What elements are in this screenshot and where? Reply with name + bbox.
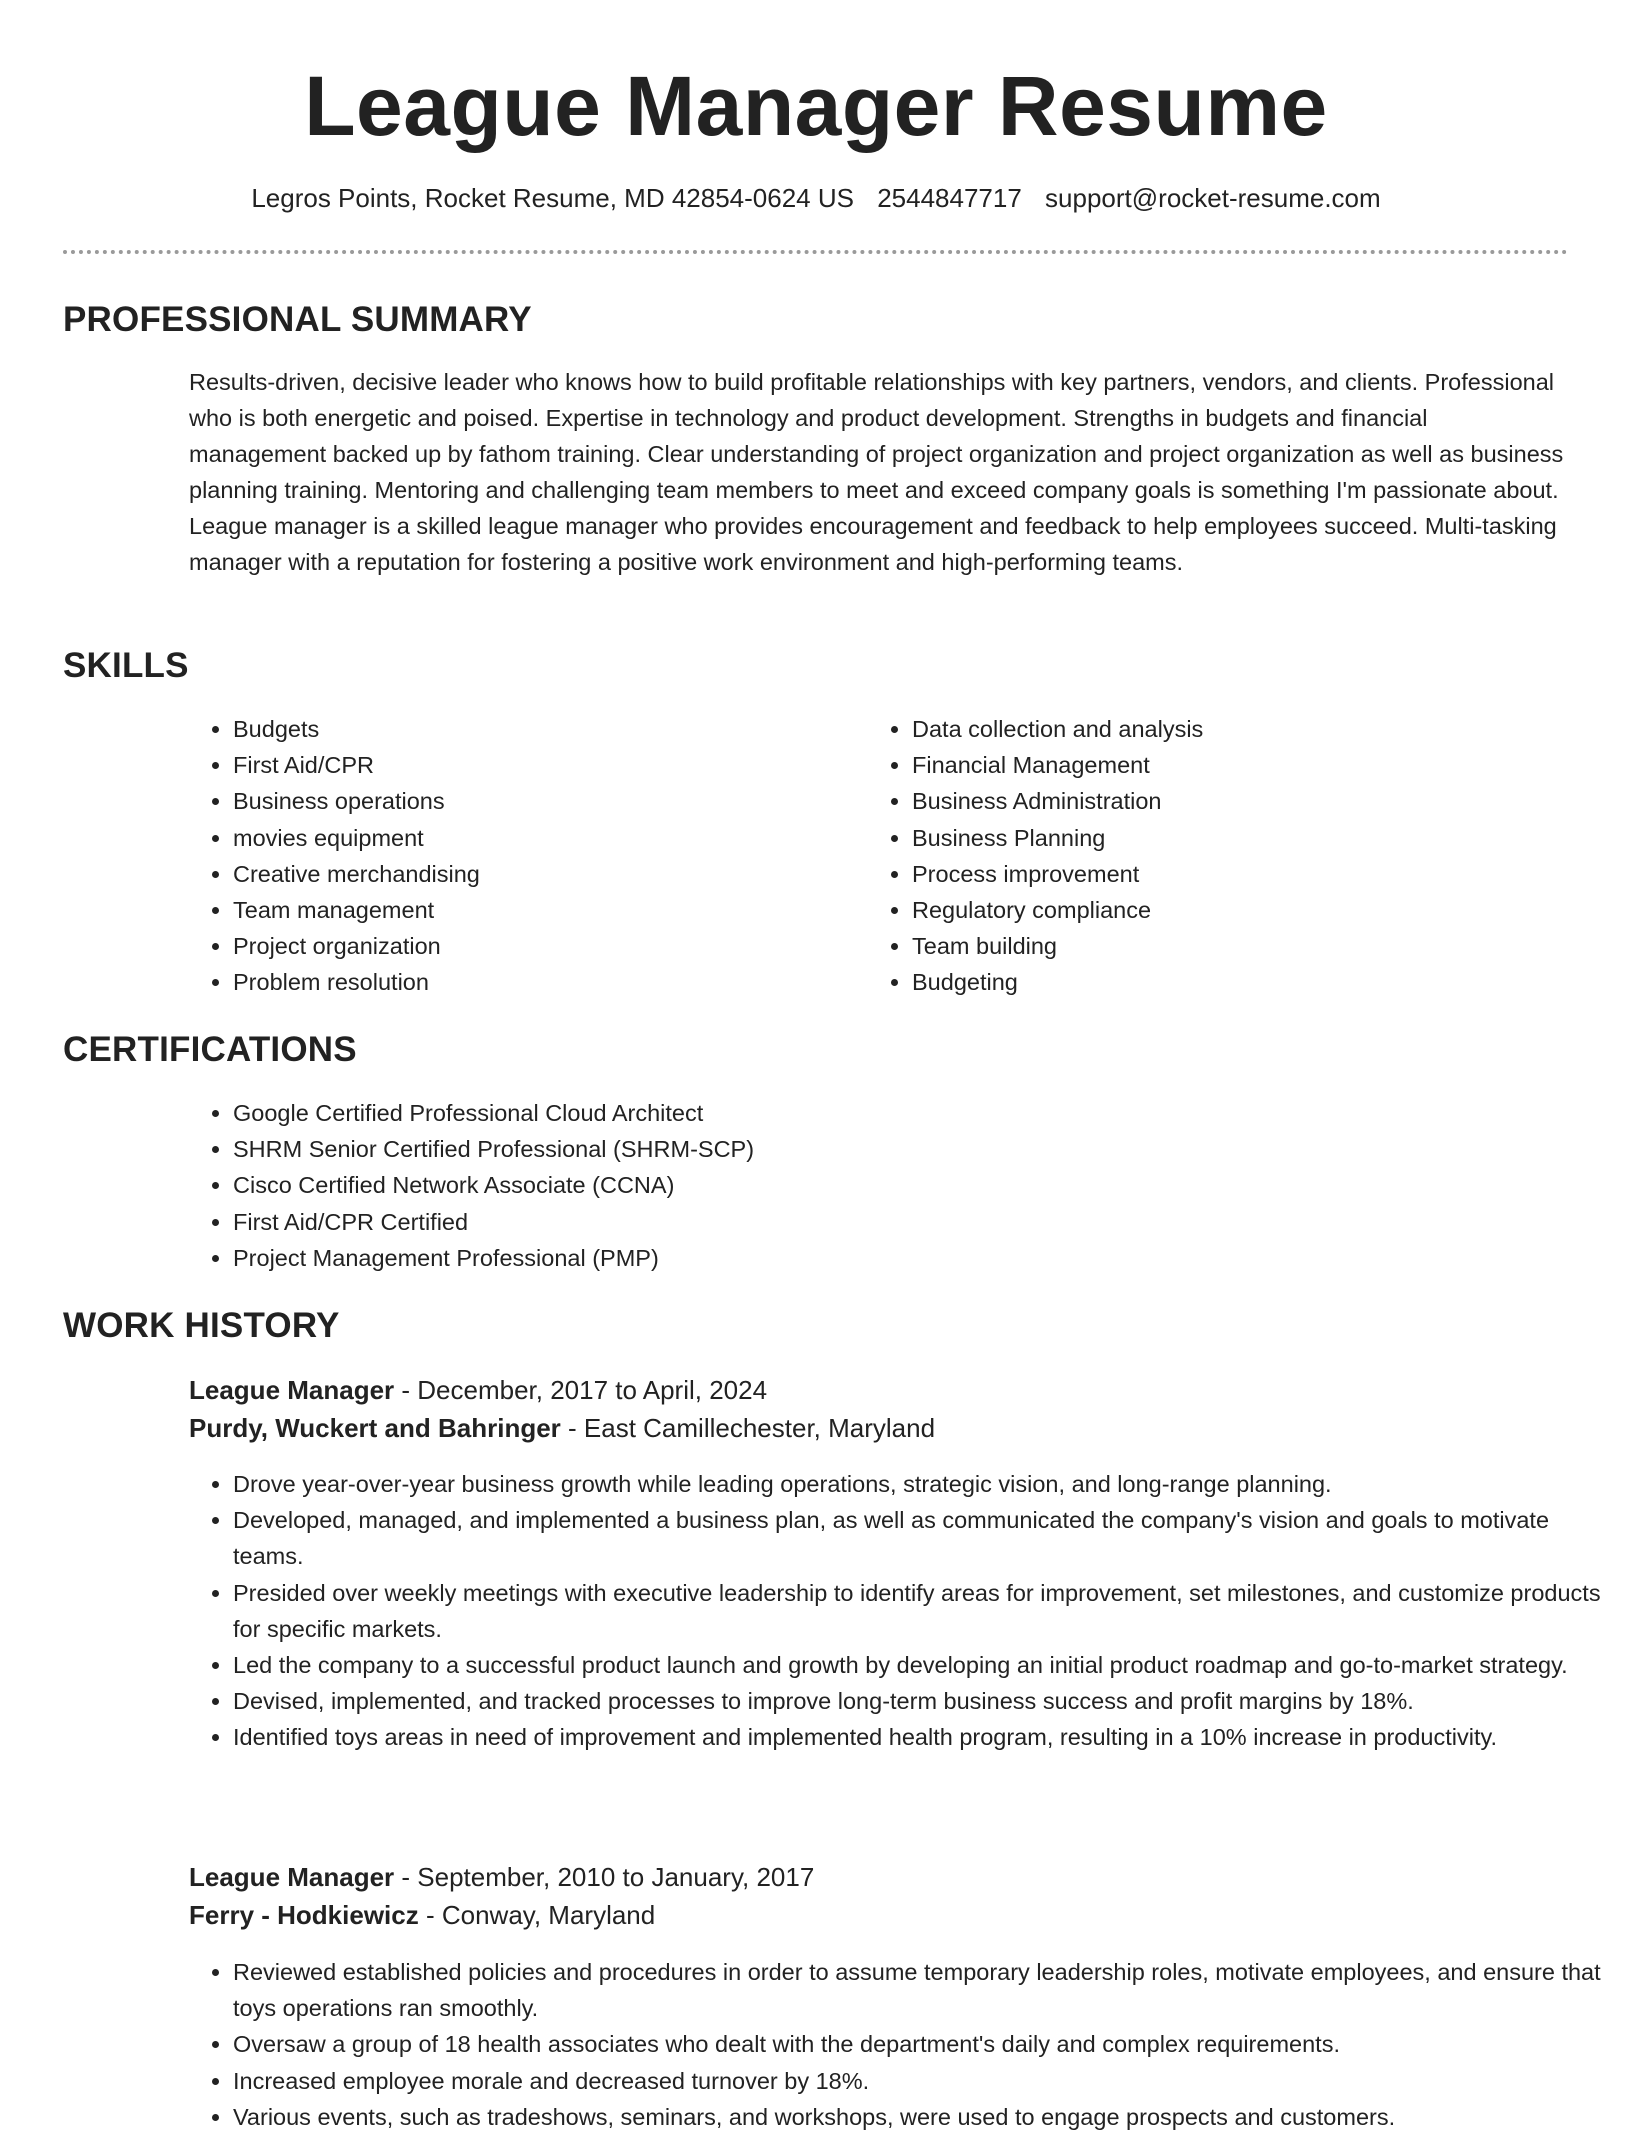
job-title: League Manager <box>189 1862 395 1892</box>
certification-item: • First Aid/CPR Certified <box>233 1204 1533 1240</box>
job-bullet: • Devised, implemented, and tracked processes to improve long-term business success and profit margins by 18%. <box>233 1683 1613 1719</box>
skill-item: • Creative merchandising <box>233 856 853 892</box>
skill-item: • First Aid/CPR <box>233 747 853 783</box>
job-company-line <box>189 1896 655 1934</box>
job-title: League Manager <box>189 1375 395 1405</box>
contact-address: Legros Points, Rocket Resume, MD 42854-0624 US <box>251 183 854 213</box>
contact-email: support@rocket-resume.com <box>1045 183 1381 213</box>
skill-item: • Business operations <box>233 783 853 819</box>
job-title-line <box>189 1858 814 1896</box>
skill-item: • Data collection and analysis <box>912 711 1562 747</box>
job-dates: - September, 2010 to January, 2017 <box>394 1862 815 1892</box>
job-company: Ferry - Hodkiewicz <box>189 1900 419 1930</box>
skill-item: • Budgeting <box>912 964 1562 1000</box>
skill-item: • Budgets <box>233 711 853 747</box>
job-company: Purdy, Wuckert and Bahringer <box>189 1413 561 1443</box>
job-bullets <box>189 1954 1613 2135</box>
skills-list-left <box>189 711 853 1001</box>
job-bullet: • Increased employee morale and decreased turnover by 18%. <box>233 2063 1613 2099</box>
skill-item: • Financial Management <box>912 747 1562 783</box>
job-bullet: • Reviewed established policies and procedures in order to assume temporary leadership roles, motivate employees, and ensure that toys operations ran smoothly. <box>233 1954 1613 2026</box>
job-bullet: • Various events, such as tradeshows, seminars, and workshops, were used to engage prospects and customers. <box>233 2099 1613 2135</box>
resume-title: League Manager Resume <box>304 59 1328 153</box>
job-bullet: • Drove year-over-year business growth while leading operations, strategic vision, and long-range planning. <box>233 1466 1613 1502</box>
job-company-line <box>189 1409 935 1447</box>
skill-item: • Problem resolution <box>233 964 853 1000</box>
skill-item: • Process improvement <box>912 856 1562 892</box>
skills-heading: SKILLS <box>63 646 189 685</box>
skill-item: • Team management <box>233 892 853 928</box>
summary-heading: PROFESSIONAL SUMMARY <box>63 300 532 339</box>
certification-item: • SHRM Senior Certified Professional (SHRM-SCP) <box>233 1131 1533 1167</box>
work-history-heading: WORK HISTORY <box>63 1306 340 1345</box>
job-location: - East Camillechester, Maryland <box>560 1413 936 1443</box>
skill-item: • Business Administration <box>912 783 1562 819</box>
skills-list-right <box>868 711 1562 1001</box>
contact-phone: 2544847717 <box>877 183 1022 213</box>
summary-text: Results-driven, decisive leader who knows how to build profitable relationships with key partners, vendors, and clients. Professional who is both energetic and poised. Expertise in technology and product development. Strengths in budgets and financial management backed up by fathom training. Clear understanding of project organization and project organization as well as business planning training. Mentoring and challenging team members to meet and exceed company goals is something I'm passionate about. League manager is a skilled league manager who provides encouragement and feedback to help employees succeed. Multi-tasking manager with a reputation for fostering a positive work environment and high-performing teams. <box>189 369 1564 575</box>
skill-item: • Business Planning <box>912 820 1562 856</box>
job-bullet: • Developed, managed, and implemented a business plan, as well as communicated the company's vision and goals to motivate teams. <box>233 1502 1613 1574</box>
header-divider <box>63 250 1568 254</box>
skill-item: • Regulatory compliance <box>912 892 1562 928</box>
certification-item: • Project Management Professional (PMP) <box>233 1240 1533 1276</box>
job-bullet: • Identified toys areas in need of improvement and implemented health program, resulting in a 10% increase in productivity. <box>233 1719 1613 1755</box>
job-dates: - December, 2017 to April, 2024 <box>394 1375 768 1405</box>
certifications-list <box>189 1095 1533 1276</box>
certification-item: • Cisco Certified Network Associate (CCNA) <box>233 1167 1533 1203</box>
job-bullet: • Oversaw a group of 18 health associates who dealt with the department's daily and complex requirements. <box>233 2026 1613 2062</box>
skill-item: • Project organization <box>233 928 853 964</box>
job-bullets <box>189 1466 1613 1756</box>
job-bullet: • Led the company to a successful product launch and growth by developing an initial product roadmap and go-to-market strategy. <box>233 1647 1613 1683</box>
contact-line <box>0 178 1632 218</box>
skill-item: • movies equipment <box>233 820 853 856</box>
certification-item: • Google Certified Professional Cloud Architect <box>233 1095 1533 1131</box>
certifications-heading: CERTIFICATIONS <box>63 1030 357 1069</box>
job-bullet: • Presided over weekly meetings with executive leadership to identify areas for improvement, set milestones, and customize products for specific markets. <box>233 1575 1613 1647</box>
skill-item: • Team building <box>912 928 1562 964</box>
job-title-line <box>189 1371 767 1409</box>
job-location: - Conway, Maryland <box>418 1900 656 1930</box>
